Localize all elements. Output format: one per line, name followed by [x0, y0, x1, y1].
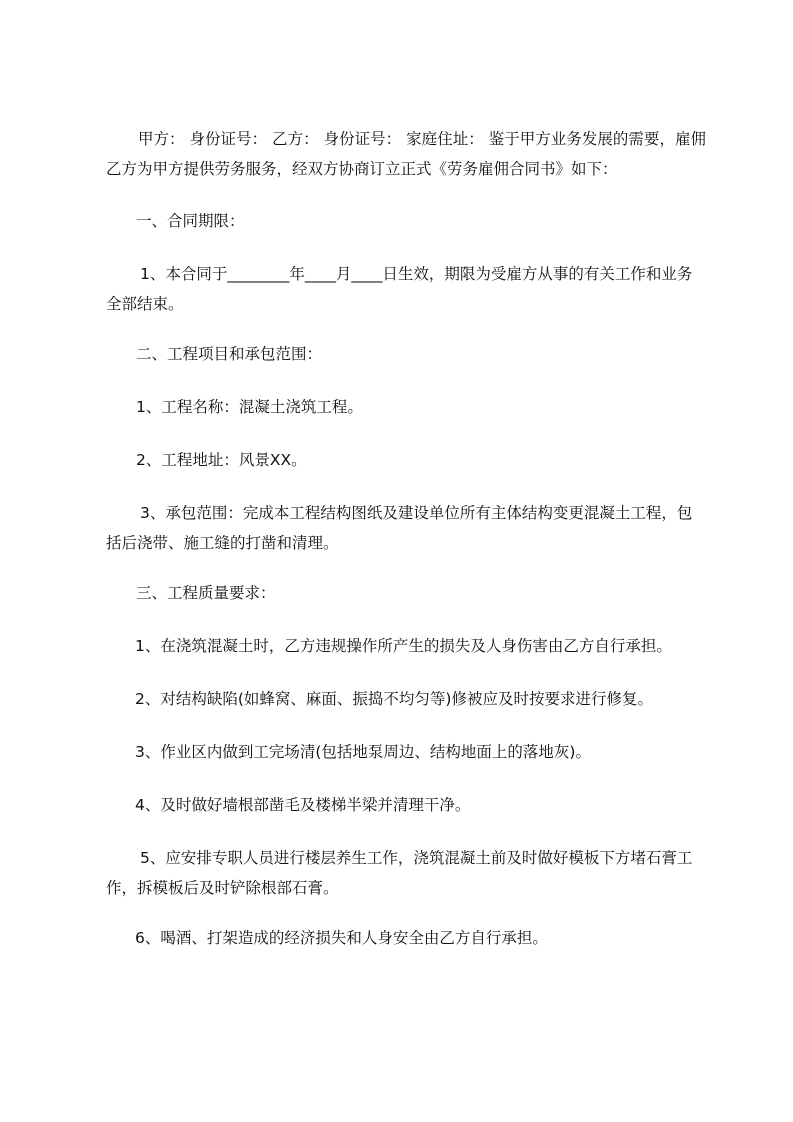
section-2-item-3: 3、承包范围：完成本工程结构图纸及建设单位所有主体结构变更混凝土工程，包括后浇带、施工缝的打凿和清理。 [106, 504, 693, 552]
section-1-item-1: 1、本合同于________年____月____日生效，期限为受雇方从事的有关工作和业务全部结束。 [106, 265, 693, 313]
section-3-heading: 三、工程质量要求： [136, 584, 276, 602]
section-3-item-6: 6、喝酒、打架造成的经济损失和人身安全由乙方自行承担。 [135, 929, 548, 947]
section-3-item-1: 1、在浇筑混凝土时，乙方违规操作所产生的损失及人身伤害由乙方自行承担。 [135, 637, 672, 655]
section-2-item-1: 1、工程名称：混凝土浇筑工程。 [136, 398, 363, 416]
section-1-heading: 一、合同期限： [136, 212, 245, 230]
contract-intro: 甲方： 身份证号： 乙方： 身份证号： 家庭住址： 鉴于甲方业务发展的需要，雇佣乙方为甲方提供劳务服务，经双方协商订立正式《劳务雇佣合同书》如下： [106, 130, 706, 178]
section-3-item-2: 2、对结构缺陷(如蜂窝、麻面、振捣不均匀等)修被应及时按要求进行修复。 [135, 690, 653, 708]
section-2-heading: 二、工程项目和承包范围： [136, 345, 323, 363]
section-3-item-4: 4、及时做好墙根部凿毛及楼梯半梁并清理干净。 [135, 796, 471, 814]
section-3-item-5: 5、应安排专职人员进行楼层养生工作，浇筑混凝土前及时做好模板下方堵石膏工作，拆模板后及时铲除根部石膏。 [106, 849, 693, 897]
section-3-item-3: 3、作业区内做到工完场清(包括地泵周边、结构地面上的落地灰)。 [135, 743, 591, 761]
section-2-item-2: 2、工程地址：风景XX。 [136, 451, 307, 469]
